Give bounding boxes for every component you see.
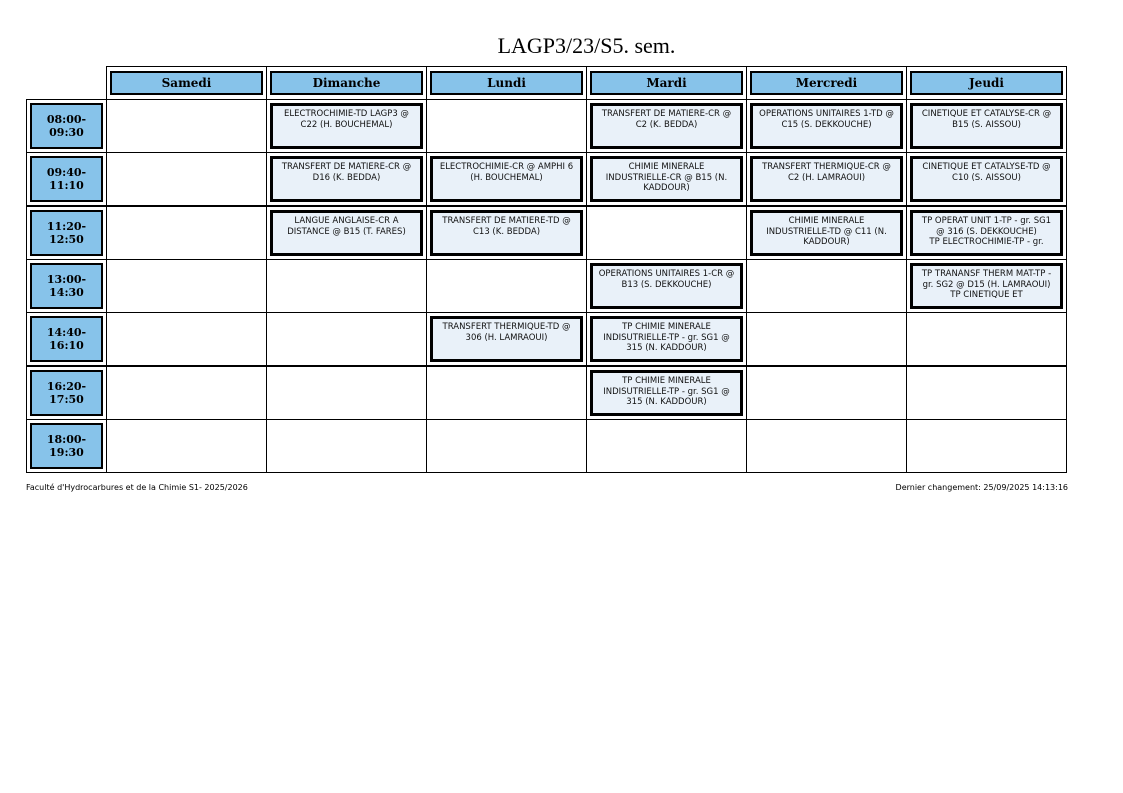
course-block[interactable]: OPERATIONS UNITAIRES 1-CR @ B13 (S. DEKKOUCHE) bbox=[590, 263, 743, 309]
schedule-cell bbox=[266, 312, 427, 366]
schedule-cell bbox=[426, 366, 587, 420]
course-block[interactable]: CINETIQUE ET CATALYSE-CR @ B15 (S. AISSOU) bbox=[910, 103, 1063, 149]
footer-institution: Faculté d'Hydrocarbures et de la Chimie S1- 2025/2026 bbox=[26, 483, 248, 492]
schedule-cell bbox=[106, 99, 267, 153]
time-slot-label: 13:00-14:30 bbox=[30, 263, 103, 309]
course-block[interactable]: LANGUE ANGLAISE-CR A DISTANCE @ B15 (T. FARES) bbox=[270, 210, 423, 256]
time-slot-label: 11:20-12:50 bbox=[30, 210, 103, 256]
course-block[interactable]: CHIMIE MINERALE INDUSTRIELLE-CR @ B15 (N. KADDOUR) bbox=[590, 156, 743, 202]
schedule-cell bbox=[106, 152, 267, 206]
course-block[interactable]: CINETIQUE ET CATALYSE-TD @ C10 (S. AISSOU) bbox=[910, 156, 1063, 202]
course-block[interactable]: TRANSFERT THERMIQUE-TD @ 306 (H. LAMRAOUI) bbox=[430, 316, 583, 362]
schedule-cell bbox=[746, 419, 907, 473]
schedule-cell bbox=[106, 312, 267, 366]
time-slot-label: 08:00-09:30 bbox=[30, 103, 103, 149]
schedule-cell bbox=[106, 419, 267, 473]
schedule-cell bbox=[746, 312, 907, 366]
schedule-cell bbox=[266, 259, 427, 313]
schedule-cell bbox=[906, 312, 1067, 366]
schedule-cell bbox=[906, 366, 1067, 420]
course-block[interactable]: TP CHIMIE MINERALE INDISUTRIELLE-TP - gr. SG1 @ 315 (N. KADDOUR) bbox=[590, 370, 743, 416]
course-block[interactable]: TRANSFERT DE MATIERE-TD @ C13 (K. BEDDA) bbox=[430, 210, 583, 256]
timetable-grid bbox=[26, 66, 1068, 474]
time-slot-label: 14:40-16:10 bbox=[30, 316, 103, 362]
footer-last-change: Dernier changement: 25/09/2025 14:13:16 bbox=[895, 483, 1068, 492]
day-header-lundi: Lundi bbox=[430, 71, 583, 95]
course-block[interactable]: TP TRANANSF THERM MAT-TP - gr. SG2 @ D15 (H. LAMRAOUI) TP CINETIQUE ET bbox=[910, 263, 1063, 309]
day-header-mercredi: Mercredi bbox=[750, 71, 903, 95]
schedule-cell bbox=[746, 259, 907, 313]
schedule-cell bbox=[426, 419, 587, 473]
time-slot-label: 09:40-11:10 bbox=[30, 156, 103, 202]
day-header-dimanche: Dimanche bbox=[270, 71, 423, 95]
course-block[interactable]: ELECTROCHIMIE-CR @ AMPHI 6 (H. BOUCHEMAL) bbox=[430, 156, 583, 202]
course-block[interactable]: TP CHIMIE MINERALE INDISUTRIELLE-TP - gr. SG1 @ 315 (N. KADDOUR) bbox=[590, 316, 743, 362]
course-block[interactable]: TRANSFERT THERMIQUE-CR @ C2 (H. LAMRAOUI) bbox=[750, 156, 903, 202]
schedule-cell bbox=[106, 206, 267, 260]
day-header-samedi: Samedi bbox=[110, 71, 263, 95]
schedule-cell bbox=[746, 366, 907, 420]
day-header-mardi: Mardi bbox=[590, 71, 743, 95]
day-header-jeudi: Jeudi bbox=[910, 71, 1063, 95]
time-slot-label: 16:20-17:50 bbox=[30, 370, 103, 416]
course-block[interactable]: TRANSFERT DE MATIERE-CR @ C2 (K. BEDDA) bbox=[590, 103, 743, 149]
schedule-cell bbox=[426, 99, 587, 153]
course-block[interactable]: TRANSFERT DE MATIERE-CR @ D16 (K. BEDDA) bbox=[270, 156, 423, 202]
schedule-cell bbox=[106, 259, 267, 313]
corner-blank bbox=[26, 66, 106, 99]
time-slot-label: 18:00-19:30 bbox=[30, 423, 103, 469]
schedule-cell bbox=[266, 366, 427, 420]
schedule-cell bbox=[426, 259, 587, 313]
course-block[interactable]: CHIMIE MINERALE INDUSTRIELLE-TD @ C11 (N. KADDOUR) bbox=[750, 210, 903, 256]
schedule-cell bbox=[586, 206, 747, 260]
schedule-cell bbox=[586, 419, 747, 473]
schedule-cell bbox=[106, 366, 267, 420]
page-title: LAGP3/23/S5. sem. bbox=[497, 33, 676, 58]
course-block[interactable]: TP OPERAT UNIT 1-TP - gr. SG1 @ 316 (S. DEKKOUCHE) TP ELECTROCHIMIE-TP - gr. bbox=[910, 210, 1063, 256]
schedule-cell bbox=[266, 419, 427, 473]
course-block[interactable]: OPERATIONS UNITAIRES 1-TD @ C15 (S. DEKKOUCHE) bbox=[750, 103, 903, 149]
course-block[interactable]: ELECTROCHIMIE-TD LAGP3 @ C22 (H. BOUCHEMAL) bbox=[270, 103, 423, 149]
schedule-cell bbox=[906, 419, 1067, 473]
